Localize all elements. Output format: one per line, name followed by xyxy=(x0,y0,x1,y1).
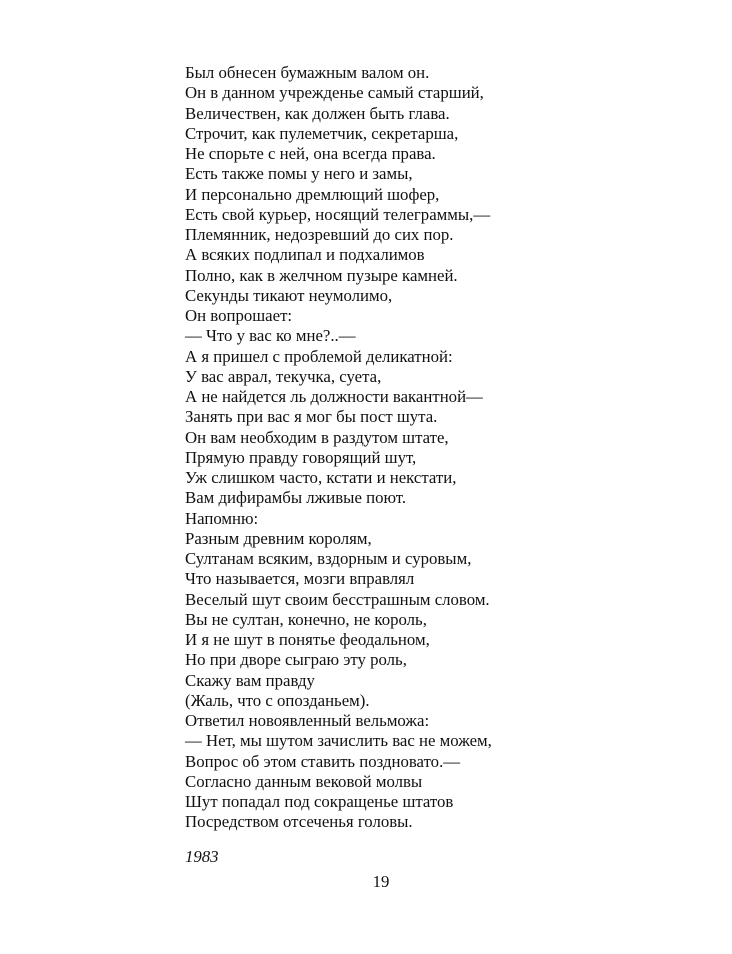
poem-line: Уж слишком часто, кстати и некстати, xyxy=(185,468,457,487)
poem-line: Он вопрошает: xyxy=(185,306,293,325)
poem-line: Вы не султан, конечно, не король, xyxy=(185,609,427,629)
poem-line: А не найдется ль должности вакантной— xyxy=(185,387,483,406)
poem-text xyxy=(185,63,492,833)
poem-line: Прямую правду говорящий шут, xyxy=(185,447,417,467)
poem-line: Скажу вам правду xyxy=(185,670,315,690)
poem-line: У вас аврал, текучка, суета, xyxy=(185,366,382,386)
poem-line: Племянник, недозревший до сих пор. xyxy=(185,225,454,244)
poem-line: И я не шут в понятье феодальном, xyxy=(185,630,430,649)
poem-line: Есть свой курьер, носящий телеграммы,— xyxy=(185,204,491,224)
poem-line: И персонально дремлющий шофер, xyxy=(185,184,440,204)
poem-line: Не спорьте с ней, она всегда права. xyxy=(185,144,436,163)
poem-line: Веселый шут своим бесстрашным словом. xyxy=(185,589,490,609)
poem-line: Что называется, мозги вправлял xyxy=(185,569,415,589)
poem-line: Ответил новоявленный вельможа: xyxy=(185,711,430,730)
poem-line: Но при дворе сыграю эту роль, xyxy=(185,650,407,670)
page-number: 19 xyxy=(372,872,390,891)
poem-line: Он вам необходим в раздутом штате, xyxy=(185,427,449,447)
poem-line: А всяких подлипал и подхалимов xyxy=(185,245,425,265)
poem-line: Разным древним королям, xyxy=(185,528,372,548)
poem-line: Согласно данным вековой молвы xyxy=(185,771,423,791)
poem-line: Полно, как в желчном пузыре камней. xyxy=(185,265,458,285)
poem-line: Султанам всяким, вздорным и суровым, xyxy=(185,549,472,568)
poem-year: 1983 xyxy=(185,847,219,866)
poem-line: Есть также помы у него и замы, xyxy=(185,164,413,184)
poem-line: Вам дифирамбы лживые поют. xyxy=(185,488,407,508)
poem-line: Секунды тикают неумолимо, xyxy=(185,285,393,305)
poem-line: Шут попадал под сокращенье штатов xyxy=(185,792,454,811)
poem-line: Напомню: xyxy=(185,508,259,528)
poem-line: (Жаль, что с опозданьем). xyxy=(185,690,370,710)
poem-line: Посредством отсеченья головы. xyxy=(185,812,413,832)
poem-line: Он в данном учрежденье самый старший, xyxy=(185,83,484,103)
poem-line: — Нет, мы шутом зачислить вас не можем, xyxy=(185,731,492,751)
poem-line: Строчит, как пулеметчик, секретарша, xyxy=(185,123,459,143)
poem-line: Величествен, как должен быть глава. xyxy=(185,103,450,123)
poem-line: — Что у вас ко мне?..— xyxy=(185,326,356,346)
poem-line: Занять при вас я мог бы пост шута. xyxy=(185,407,438,427)
poem-line: А я пришел с проблемой деликатной: xyxy=(185,346,453,366)
poem-line: Был обнесен бумажным валом он. xyxy=(185,63,430,82)
poem-line: Вопрос об этом ставить поздновато.— xyxy=(185,751,461,771)
